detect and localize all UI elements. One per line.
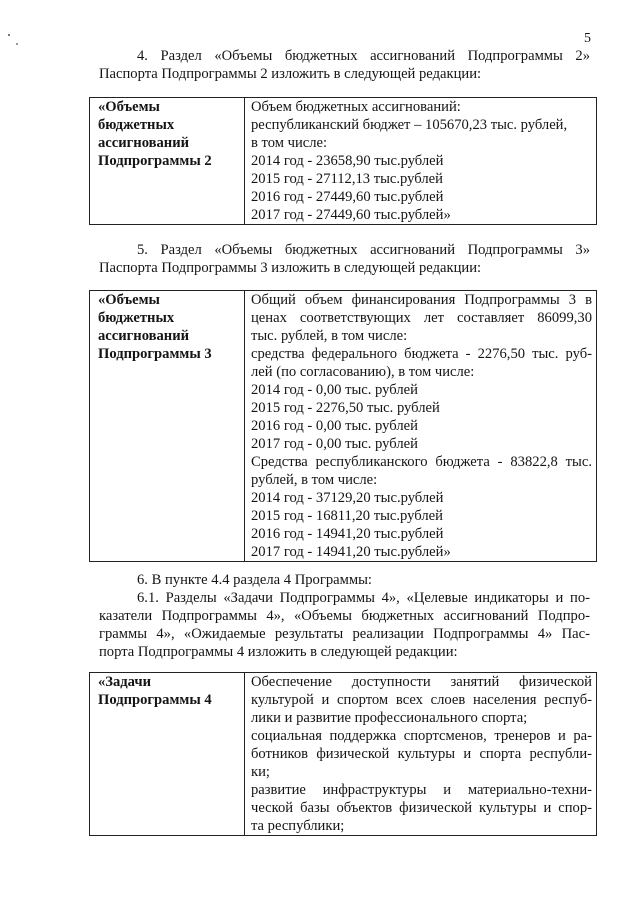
label-line: ассигнований bbox=[98, 135, 190, 151]
label-line: «Объемы bbox=[98, 292, 160, 308]
value-line: 2014 год - 0,00 тыс. рублей bbox=[251, 382, 418, 398]
table-row bbox=[90, 673, 597, 836]
label-line: бюджетных bbox=[98, 117, 175, 133]
table-value-cell bbox=[245, 98, 597, 225]
table-label-cell bbox=[90, 98, 245, 225]
label-line: «Задачи bbox=[98, 674, 152, 690]
value-line: ческой базы объектов физической культуры и спор- bbox=[251, 800, 592, 816]
table-value-cell bbox=[245, 291, 597, 562]
value-line: та республики; bbox=[251, 818, 345, 834]
label-line: ассигнований bbox=[98, 328, 190, 344]
table-label-cell bbox=[90, 673, 245, 836]
value-line: культурой и спортом всех слоев населения респуб- bbox=[251, 692, 592, 708]
label-line: бюджетных bbox=[98, 310, 175, 326]
section-6-heading-line: 6. В пункте 4.4 раздела 4 Программы: bbox=[137, 572, 372, 588]
label-line: Подпрограммы 4 bbox=[98, 692, 212, 708]
value-line: 2014 год - 37129,20 тыс.рублей bbox=[251, 490, 444, 506]
subprogram-4-tasks-table bbox=[89, 672, 597, 836]
value-line: республиканский бюджет – 105670,23 тыс. рублей, bbox=[251, 117, 568, 133]
section-6-1-line: порта Подпрограммы 4 изложить в следующей редакции: bbox=[99, 644, 458, 660]
value-line: Обеспечение доступности занятий физической bbox=[251, 674, 592, 690]
value-line: ботников физической культуры и спорта республи- bbox=[251, 746, 592, 762]
section-6-1-line: казатели Подпрограммы 4», «Объемы бюджетных ассигнований Подпро- bbox=[99, 608, 590, 624]
value-line: ки; bbox=[251, 764, 270, 780]
value-line: 2016 год - 27449,60 тыс.рублей bbox=[251, 189, 444, 205]
section-6-1-line: 6.1. Разделы «Задачи Подпрограммы 4», «Целевые индикаторы и по- bbox=[137, 590, 590, 606]
section-5-intro-line: 5. Раздел «Объемы бюджетных ассигнований Подпрограммы 3» bbox=[137, 242, 590, 258]
value-line: социальная поддержка спортсменов, тренеров и ра- bbox=[251, 728, 592, 744]
section-6-1-line: граммы 4», «Ожидаемые результаты реализации Подпрограммы 4» Пас- bbox=[99, 626, 590, 642]
section-5-intro bbox=[99, 241, 590, 277]
section-6-1-paragraph bbox=[99, 589, 590, 661]
value-line: Средства республиканского бюджета - 83822,8 тыс. bbox=[251, 454, 592, 470]
value-line: рублей, в том числе: bbox=[251, 472, 378, 488]
table-row bbox=[90, 98, 597, 225]
section-6-heading bbox=[99, 571, 590, 589]
value-line: Объем бюджетных ассигнований: bbox=[251, 99, 461, 115]
section-4-intro bbox=[99, 47, 590, 83]
subprogram-3-budget-table bbox=[89, 290, 597, 562]
value-line: 2017 год - 14941,20 тыс.рублей» bbox=[251, 544, 451, 560]
value-line: 2017 год - 27449,60 тыс.рублей» bbox=[251, 207, 451, 223]
section-4-intro-line: 4. Раздел «Объемы бюджетных ассигнований Подпрограммы 2» bbox=[137, 48, 590, 64]
section-5-intro-line: Паспорта Подпрограммы 3 изложить в следующей редакции: bbox=[99, 260, 482, 276]
label-line: Подпрограммы 2 bbox=[98, 153, 212, 169]
section-4-intro-line: Паспорта Подпрограммы 2 изложить в следующей редакции: bbox=[99, 66, 482, 82]
subprogram-2-budget-table bbox=[89, 97, 597, 225]
scan-artifact bbox=[8, 34, 10, 36]
value-line: 2015 год - 27112,13 тыс.рублей bbox=[251, 171, 443, 187]
value-line: лей (по согласованию), в том числе: bbox=[251, 364, 475, 380]
page-number: 5 bbox=[584, 31, 591, 46]
value-line: 2014 год - 23658,90 тыс.рублей bbox=[251, 153, 444, 169]
label-line: Подпрограммы 3 bbox=[98, 346, 212, 362]
value-line: 2015 год - 2276,50 тыс. рублей bbox=[251, 400, 440, 416]
label-line: «Объемы bbox=[98, 99, 160, 115]
value-line: в том числе: bbox=[251, 135, 328, 151]
scan-artifact bbox=[16, 43, 18, 45]
table-row bbox=[90, 291, 597, 562]
value-line: тыс. рублей, в том числе: bbox=[251, 328, 408, 344]
table-value-cell bbox=[245, 673, 597, 836]
value-line: 2016 год - 14941,20 тыс.рублей bbox=[251, 526, 444, 542]
table-label-cell bbox=[90, 291, 245, 562]
value-line: ценах соответствующих лет составляет 86099,30 bbox=[251, 310, 592, 326]
value-line: развитие инфраструктуры и материально-техни- bbox=[251, 782, 592, 798]
value-line: Общий объем финансирования Подпрограммы 3 в bbox=[251, 292, 592, 308]
value-line: 2017 год - 0,00 тыс. рублей bbox=[251, 436, 418, 452]
value-line: 2016 год - 0,00 тыс. рублей bbox=[251, 418, 418, 434]
value-line: средства федерального бюджета - 2276,50 тыс. руб- bbox=[251, 346, 592, 362]
value-line: лики и развитие профессионального спорта; bbox=[251, 710, 528, 726]
value-line: 2015 год - 16811,20 тыс.рублей bbox=[251, 508, 443, 524]
